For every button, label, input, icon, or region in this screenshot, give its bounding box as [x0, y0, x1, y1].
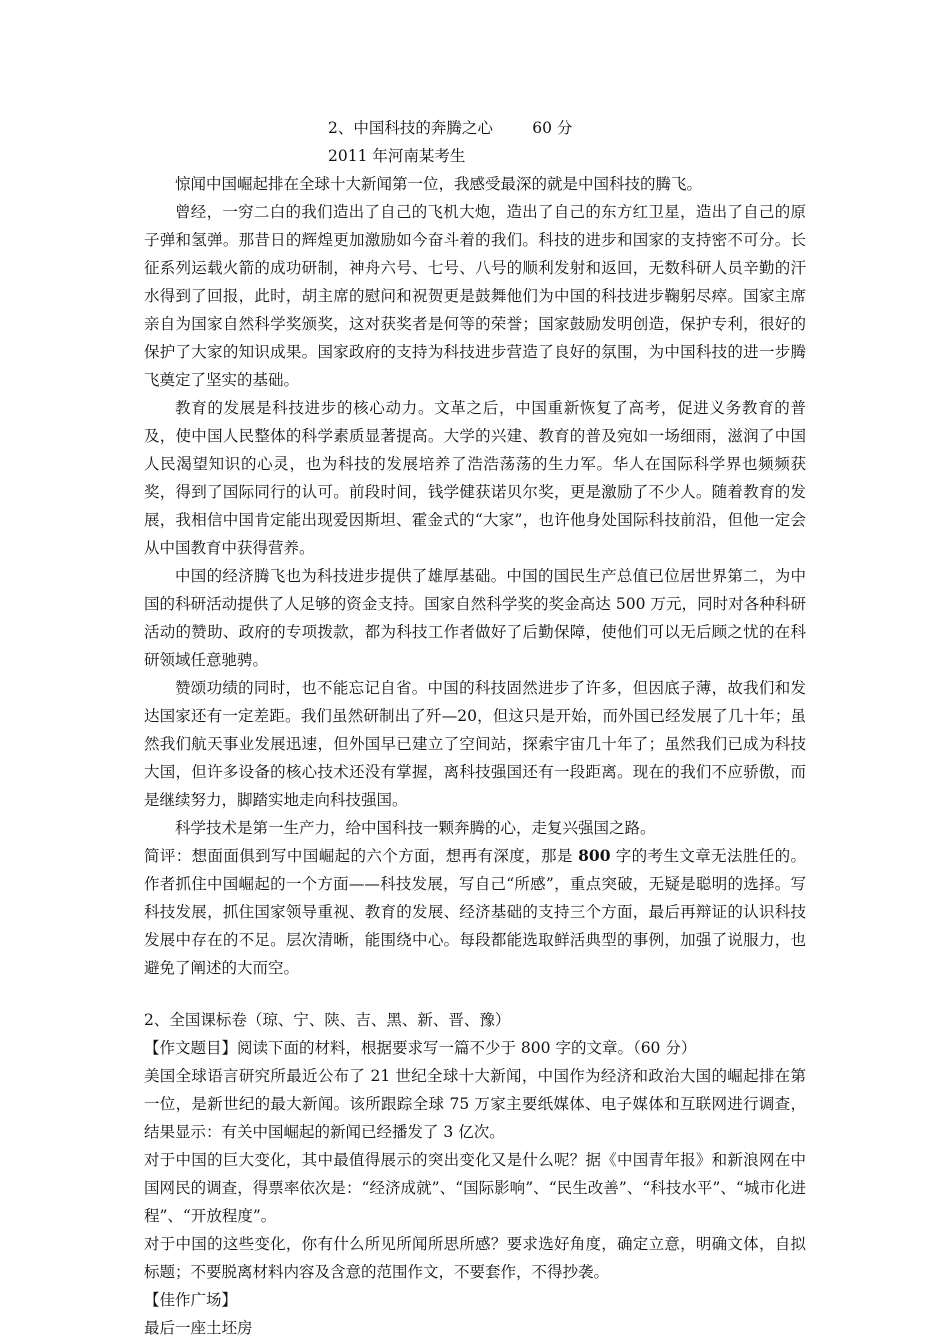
essay-paragraph: 曾经，一穷二白的我们造出了自己的飞机大炮，造出了自己的东方红卫星，造出了自己的原子弹和氢弹。那昔日的辉煌更加激励如今奋斗着的我们。科技的进步和国家的支持密不可分。长征系列运载火箭的成功研制，神舟六号、七号、八号的顺利发射和返回，无数科研人员辛勤的汗水得到了回报，此时，胡主席的慰问和祝贺更是鼓舞他们为中国的科技进步鞠躬尽瘁。国家主席亲自为国家自然科学奖颁奖，这对获奖者是何等的荣誉；国家鼓励发明创造，保护专利，很好的保护了大家的知识成果。国家政府的支持为科技进步营造了良好的氛围，为中国科技的进一步腾飞奠定了坚实的基础。 [144, 203, 806, 389]
comment-text-end: 字的考生文章无法胜任的。作者抓住中国崛起的一个方面——科技发展，写自己“所感”，重点突破，无疑是聪明的选择。写科技发展，抓住国家领导重视、教育的发展、经济基础的支持三个方面，最后再辩证的认识科技发展中存在的不足。层次清晰，能围绕中心。每段都能选取鲜活典型的事例，加强了说服力，也避免了阐述的大而空。 [144, 847, 806, 977]
material-paragraph: 对于中国的这些变化，你有什么所见所闻所思所感？要求选好角度，确定立意，明确文体，自拟标题；不要脱离材料内容及含意的范围作文，不要套作，不得抄袭。 [144, 1235, 806, 1281]
document-body [144, 114, 806, 1342]
essay-paragraph: 科学技术是第一生产力，给中国科技一颗奔腾的心，走复兴强国之路。 [175, 819, 656, 837]
section-heading: 2、全国课标卷（琼、宁、陕、吉、黑、新、晋、豫） [144, 1011, 511, 1029]
comment-text-start: 简评：想面面俱到写中国崛起的六个方面，想再有深度，那是 [144, 847, 579, 865]
essay-paragraph: 赞颂功绩的同时，也不能忘记自省。中国的科技固然进步了许多，但因底子薄，故我们和发达国家还有一定差距。我们虽然研制出了歼—20，但这只是开始，而外国已经发展了几十年；虽然我们航天事业发展迅速，但外国早已建立了空间站，探索宇宙几十年了；虽然我们已成为科技大国，但许多设备的核心技术还没有掌握，离科技强国还有一段距离。现在的我们不应骄傲，而是继续努力，脚踏实地走向科技强国。 [144, 679, 806, 809]
essay-paragraph: 中国的经济腾飞也为科技进步提供了雄厚基础。中国的国民生产总值已位居世界第二，为中国的科研活动提供了人足够的资金支持。国家自然科学奖的奖金高达 500 万元，同时对各种科研活动的赞助、政府的专项拨款，都为科技工作者做好了后勤保障，使他们可以无后顾之忧的在科研领域任意驰骋。 [144, 567, 806, 669]
essay-paragraph: 教育的发展是科技进步的核心动力。文革之后，中国重新恢复了高考，促进义务教育的普及，使中国人民整体的科学素质显著提高。大学的兴建、教育的普及宛如一场细雨，滋润了中国人民渴望知识的心灵，也为科技的发展培养了浩浩荡荡的生力军。华人在国际科学界也频频获奖，得到了国际同行的认可。前段时间，钱学健获诺贝尔奖，更是激励了不少人。随着教育的发展，我相信中国肯定能出现爱因斯坦、霍金式的“大家”，也许他身处国际科技前沿，但他一定会从中国教育中获得营养。 [144, 399, 806, 557]
showcase-title: 最后一座土坯房 [144, 1319, 253, 1337]
essay-author: 2011 年河南某考生 [328, 147, 466, 165]
showcase-label: 【佳作广场】 [144, 1291, 238, 1309]
essay-paragraph: 惊闻中国崛起排在全球十大新闻第一位，我感受最深的就是中国科技的腾飞。 [175, 175, 703, 193]
essay-title: 2、中国科技的奔腾之心 60 分 [328, 119, 573, 137]
essay-prompt: 【作文题目】阅读下面的材料，根据要求写一篇不少于 800 字的文章。（60 分） [144, 1039, 697, 1057]
section-spacer [144, 982, 806, 1006]
essay-comment [144, 842, 806, 982]
comment-word-count: 800 [578, 846, 611, 865]
material-paragraph: 对于中国的巨大变化，其中最值得展示的突出变化又是什么呢？据《中国青年报》和新浪网在中国网民的调查，得票率依次是：“经济成就”、“国际影响”、“民生改善”、“科技水平”、“城市化进程”、“开放程度”。 [144, 1151, 806, 1225]
material-paragraph: 美国全球语言研究所最近公布了 21 世纪全球十大新闻，中国作为经济和政治大国的崛起排在第一位，是新世纪的最大新闻。该所跟踪全球 75 万家主要纸媒体、电子媒体和互联网进行调查，结果显示：有关中国崛起的新闻已经播发了 3 亿次。 [144, 1067, 806, 1141]
